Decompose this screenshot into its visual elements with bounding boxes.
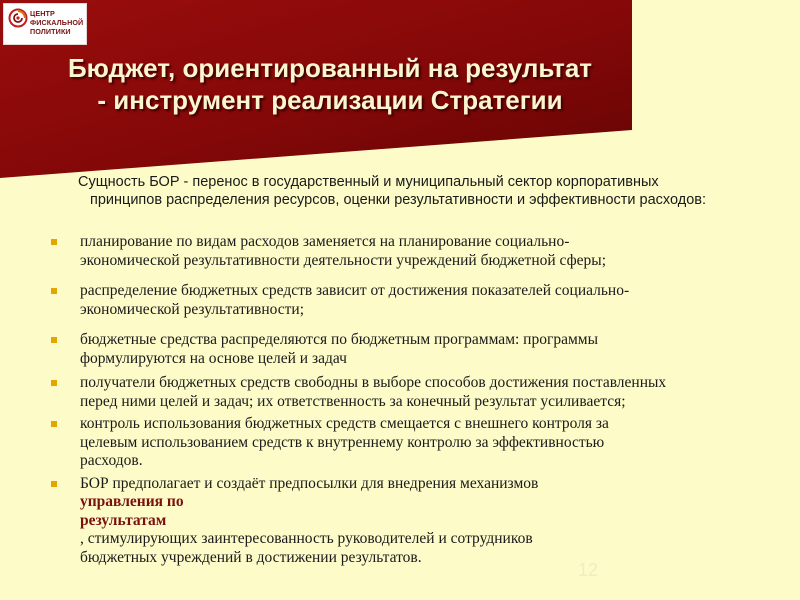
intro-line-1: Сущность БОР - перенос в государственный и муниципальный сектор корпоративных [78, 174, 659, 190]
square-bullet-icon [51, 239, 57, 245]
bullet-line: распределение бюджетных средств зависит от достижения показателей социально- [80, 282, 630, 299]
logo-line: ЦЕНТР [30, 9, 55, 18]
logo-line: ПОЛИТИКИ [30, 27, 71, 36]
bullet-text [80, 475, 764, 568]
bullet-line: получатели бюджетных средств свободны в выборе способов достижения поставленных [80, 374, 667, 391]
list-item [44, 475, 764, 568]
bullet-line-rest: , стимулирующих заинтересованность руководителей и сотрудников [80, 530, 533, 547]
intro-paragraph [78, 173, 768, 209]
bullet-list [44, 233, 764, 567]
bullet-line: бюджетные средства распределяются по бюджетным программам: программы [80, 331, 598, 348]
logo [3, 3, 87, 45]
square-bullet-icon [51, 481, 57, 487]
square-bullet-icon [51, 380, 57, 386]
bullet-line: перед ними целей и задач; их ответственность за конечный результат усиливается; [80, 392, 626, 410]
page-number: 12 [578, 560, 599, 580]
bullet-line: экономической результативности деятельности учреждений бюджетной сферы; [80, 251, 607, 269]
square-bullet-icon [51, 337, 57, 343]
page-title [20, 52, 640, 116]
highlight-term: результатам [80, 511, 167, 529]
intro-line-2: принципов распределения ресурсов, оценки результативности и эффективности расходов: [90, 192, 707, 208]
list-item [44, 415, 764, 471]
bullet-line: планирование по видам расходов заменяется на планирование социально- [80, 233, 570, 250]
bullet-line: целевым использованием средств к внутреннему контролю за эффективностью [80, 433, 605, 451]
square-bullet-icon [51, 421, 57, 427]
bullet-line: бюджетных учреждений в достижении результатов. [80, 548, 422, 566]
square-bullet-icon [51, 288, 57, 294]
highlight-term: управления по [80, 493, 184, 510]
list-item [44, 331, 764, 368]
title-line-1: Бюджет, ориентированный на результат [67, 53, 593, 83]
bullet-text [80, 331, 764, 368]
bullet-text [80, 374, 764, 411]
list-item [44, 282, 764, 319]
logo-text [30, 9, 86, 36]
bullet-line: контроль использования бюджетных средств смещается с внешнего контроля за [80, 415, 609, 432]
bullet-text [80, 415, 764, 471]
spiral-icon [8, 8, 28, 28]
bullet-line [80, 512, 764, 549]
bullet-text [80, 233, 764, 270]
list-item [44, 233, 764, 270]
bullet-line [80, 475, 764, 512]
bullet-line: расходов. [80, 452, 143, 469]
bullet-line: экономической результативности; [80, 300, 305, 318]
bullet-text [80, 282, 764, 319]
bullet-line-prefix: БОР предполагает и создаёт предпосылки для внедрения механизмов [80, 474, 539, 492]
list-item [44, 374, 764, 411]
bullet-line: формулируются на основе целей и задач [80, 349, 347, 367]
title-line-2: - инструмент реализации Стратегии [97, 85, 563, 115]
logo-line: ФИСКАЛЬНОЙ [30, 18, 84, 27]
